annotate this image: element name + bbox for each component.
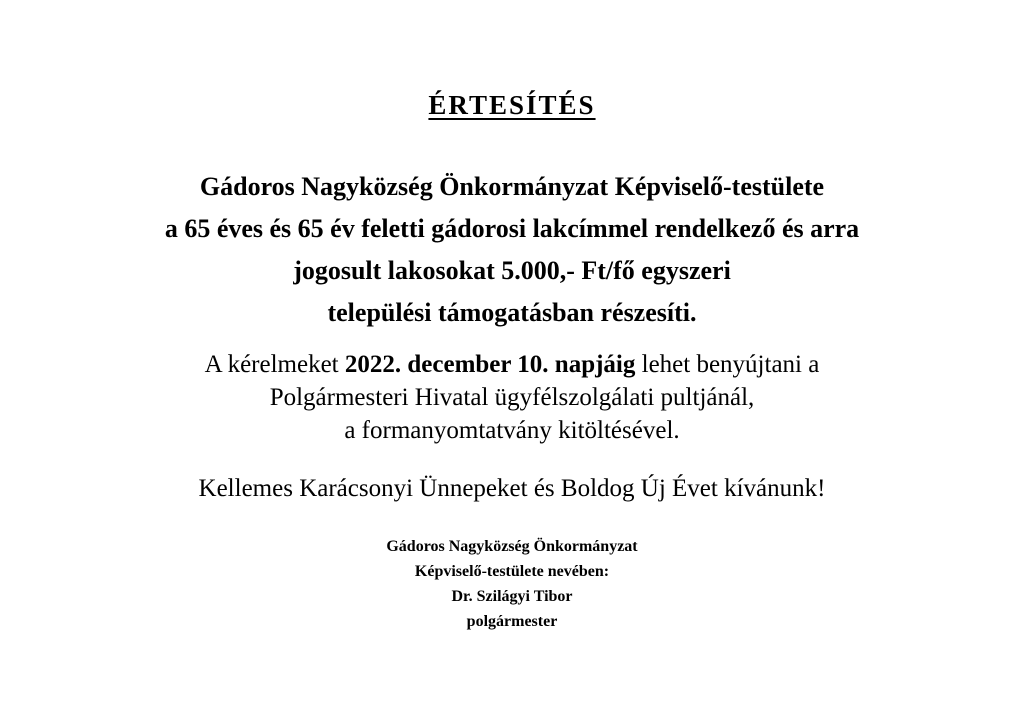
signatory-title: polgármester	[466, 613, 558, 630]
headline-line: települési támogatásban részesíti.	[327, 298, 697, 327]
notice-line-1	[0, 348, 1024, 381]
signature-line: Képviselő-testülete nevében:	[414, 563, 610, 580]
deadline-notice	[0, 348, 1024, 447]
deadline-date: 2022. december 10. napjáig	[344, 351, 636, 378]
notice-text: lehet benyújtani a	[635, 351, 820, 378]
notice-line-2: Polgármesteri Hivatal ügyfélszolgálati pultjánál,	[269, 384, 755, 411]
document-title	[0, 88, 1024, 122]
document-title-text: ÉRTESÍTÉS	[428, 90, 596, 120]
headline-line: Gádoros Nagyközség Önkormányzat Képviselő-testülete	[199, 172, 825, 201]
notice-line-3: a formanyomtatvány kitöltésével.	[344, 417, 680, 444]
headline-line: jogosult lakosokat 5.000,- Ft/fő egyszeri	[293, 256, 731, 285]
signature-line: Gádoros Nagyközség Önkormányzat	[386, 538, 638, 555]
holiday-greeting: Kellemes Karácsonyi Ünnepeket és Boldog Új Évet kívánunk!	[198, 475, 826, 502]
signatory-name: Dr. Szilágyi Tibor	[451, 588, 573, 605]
headline-line: a 65 éves és 65 év feletti gádorosi lakcímmel rendelkező és arra	[164, 214, 860, 243]
signature-block	[0, 534, 1024, 634]
headline-block	[0, 166, 1024, 334]
notice-text: A kérelmeket	[204, 351, 345, 378]
